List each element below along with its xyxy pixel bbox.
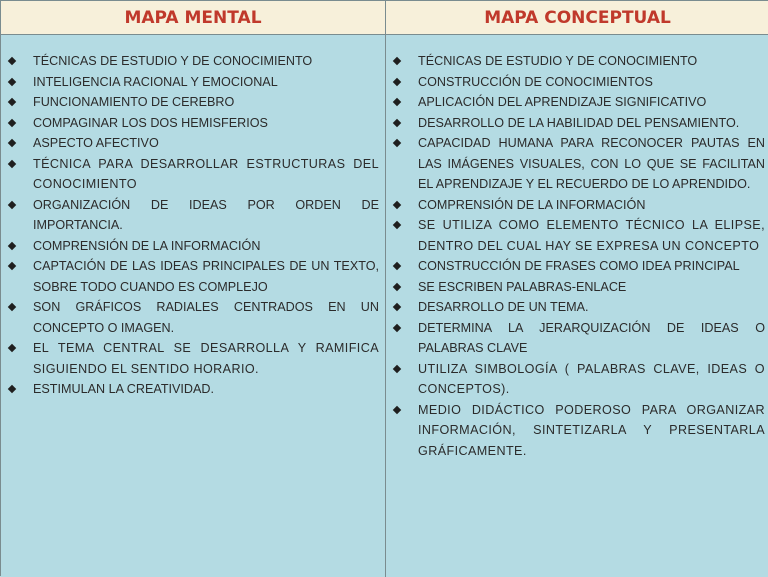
list-item <box>9 338 379 379</box>
list-item <box>9 256 379 297</box>
diamond-bullet-icon <box>393 282 401 290</box>
list-item-text: APLICACIÓN DEL APRENDIZAJE SIGNIFICATIVO <box>418 95 707 109</box>
list-item <box>394 256 765 277</box>
diamond-bullet-icon <box>8 139 16 147</box>
list-item <box>394 72 765 93</box>
list-item <box>9 297 379 338</box>
list-item <box>394 92 765 113</box>
diamond-bullet-icon <box>393 323 401 331</box>
header-mapa-conceptual: MAPA CONCEPTUAL <box>386 1 768 35</box>
list-item-text: DESARROLLO DE UN TEMA. <box>418 300 589 314</box>
list-item <box>9 72 379 93</box>
list-item-text: UTILIZA SIMBOLOGÍA ( PALABRAS CLAVE, IDEAS O CONCEPTOS). <box>418 361 765 396</box>
diamond-bullet-icon <box>393 118 401 126</box>
list-item-text: COMPRENSIÓN DE LA INFORMACIÓN <box>33 238 261 253</box>
list-item-text: FUNCIONAMIENTO DE CEREBRO <box>33 95 235 109</box>
diamond-bullet-icon <box>393 139 401 147</box>
list-item <box>9 195 379 236</box>
list-item-text: CONSTRUCCIÓN DE FRASES COMO IDEA PRINCIPAL <box>418 259 740 273</box>
list-item-text: ESTIMULAN LA CREATIVIDAD. <box>33 382 215 396</box>
list-item <box>394 297 765 318</box>
list-item <box>9 113 379 134</box>
list-item <box>394 400 765 462</box>
list-item <box>9 133 379 154</box>
diamond-bullet-icon <box>393 77 401 85</box>
diamond-bullet-icon <box>8 303 16 311</box>
list-item <box>394 318 765 359</box>
list-item-text: TÉCNICAS DE ESTUDIO Y DE CONOCIMIENTO <box>418 54 698 68</box>
diamond-bullet-icon <box>393 405 401 413</box>
mapa-mental-list <box>1 35 385 400</box>
list-item-text: MEDIO DIDÁCTICO PODEROSO PARA ORGANIZAR INFORMACIÓN, SINTETIZARLA Y PRESENTARLA GRÁFICAMENTE. <box>418 402 765 458</box>
list-item-text: COMPAGINAR LOS DOS HEMISFERIOS <box>33 115 268 130</box>
list-item <box>394 113 765 134</box>
list-item-text: EL TEMA CENTRAL SE DESARROLLA Y RAMIFICA SIGUIENDO EL SENTIDO HORARIO. <box>33 341 379 376</box>
diamond-bullet-icon <box>393 221 401 229</box>
diamond-bullet-icon <box>8 385 16 393</box>
diamond-bullet-icon <box>393 364 401 372</box>
diamond-bullet-icon <box>8 159 16 167</box>
mapa-conceptual-column <box>386 35 768 577</box>
header-mapa-mental: MAPA MENTAL <box>1 1 386 35</box>
diamond-bullet-icon <box>8 77 16 85</box>
list-item <box>394 51 765 72</box>
diamond-bullet-icon <box>8 98 16 106</box>
list-item <box>9 379 379 400</box>
mapa-mental-column <box>1 35 386 577</box>
list-item-text: SE UTILIZA COMO ELEMENTO TÉCNICO LA ELIPSE, DENTRO DEL CUAL HAY SE EXPRESA UN CONCEPTO <box>418 218 765 253</box>
diamond-bullet-icon <box>8 200 16 208</box>
list-item-text: TÉCNICAS DE ESTUDIO Y DE CONOCIMIENTO <box>33 54 313 68</box>
list-item <box>394 195 765 216</box>
diamond-bullet-icon <box>393 303 401 311</box>
diamond-bullet-icon <box>8 241 16 249</box>
list-item <box>9 51 379 72</box>
diamond-bullet-icon <box>8 262 16 270</box>
list-item <box>9 92 379 113</box>
list-item-text: DETERMINA LA JERARQUIZACIÓN DE IDEAS O PALABRAS CLAVE <box>418 320 765 355</box>
list-item <box>9 236 379 257</box>
list-item-text: DESARROLLO DE LA HABILIDAD DEL PENSAMIENTO. <box>418 115 740 130</box>
list-item-text: SON GRÁFICOS RADIALES CENTRADOS EN UN CONCEPTO O IMAGEN. <box>33 300 379 335</box>
diamond-bullet-icon <box>393 262 401 270</box>
diamond-bullet-icon <box>393 57 401 65</box>
list-item-text: COMPRENSIÓN DE LA INFORMACIÓN <box>418 197 646 212</box>
list-item-text: TÉCNICA PARA DESARROLLAR ESTRUCTURAS DEL CONOCIMIENTO <box>33 156 379 191</box>
list-item <box>394 277 765 298</box>
list-item <box>394 133 765 195</box>
list-item-text: INTELIGENCIA RACIONAL Y EMOCIONAL <box>33 74 278 89</box>
list-item-text: ASPECTO AFECTIVO <box>33 136 159 150</box>
list-item-text: CONSTRUCCIÓN DE CONOCIMIENTOS <box>418 74 653 89</box>
mapa-conceptual-list <box>386 35 768 461</box>
list-item <box>394 359 765 400</box>
list-item-text: SE ESCRIBEN PALABRAS-ENLACE <box>418 279 627 294</box>
list-item <box>9 154 379 195</box>
list-item-text: ORGANIZACIÓN DE IDEAS POR ORDEN DE IMPORTANCIA. <box>33 197 379 232</box>
diamond-bullet-icon <box>8 118 16 126</box>
list-item-text: CAPACIDAD HUMANA PARA RECONOCER PAUTAS EN LAS IMÁGENES VISUALES, CON LO QUE SE FACILITAN EL APRENDIZAJE Y EL RECUERDO DE LO APRENDIDO. <box>418 136 765 191</box>
diamond-bullet-icon <box>8 57 16 65</box>
diamond-bullet-icon <box>8 344 16 352</box>
diamond-bullet-icon <box>393 200 401 208</box>
list-item <box>394 215 765 256</box>
list-item-text: CAPTACIÓN DE LAS IDEAS PRINCIPALES DE UN TEXTO, SOBRE TODO CUANDO ES COMPLEJO <box>33 259 379 294</box>
diamond-bullet-icon <box>393 98 401 106</box>
